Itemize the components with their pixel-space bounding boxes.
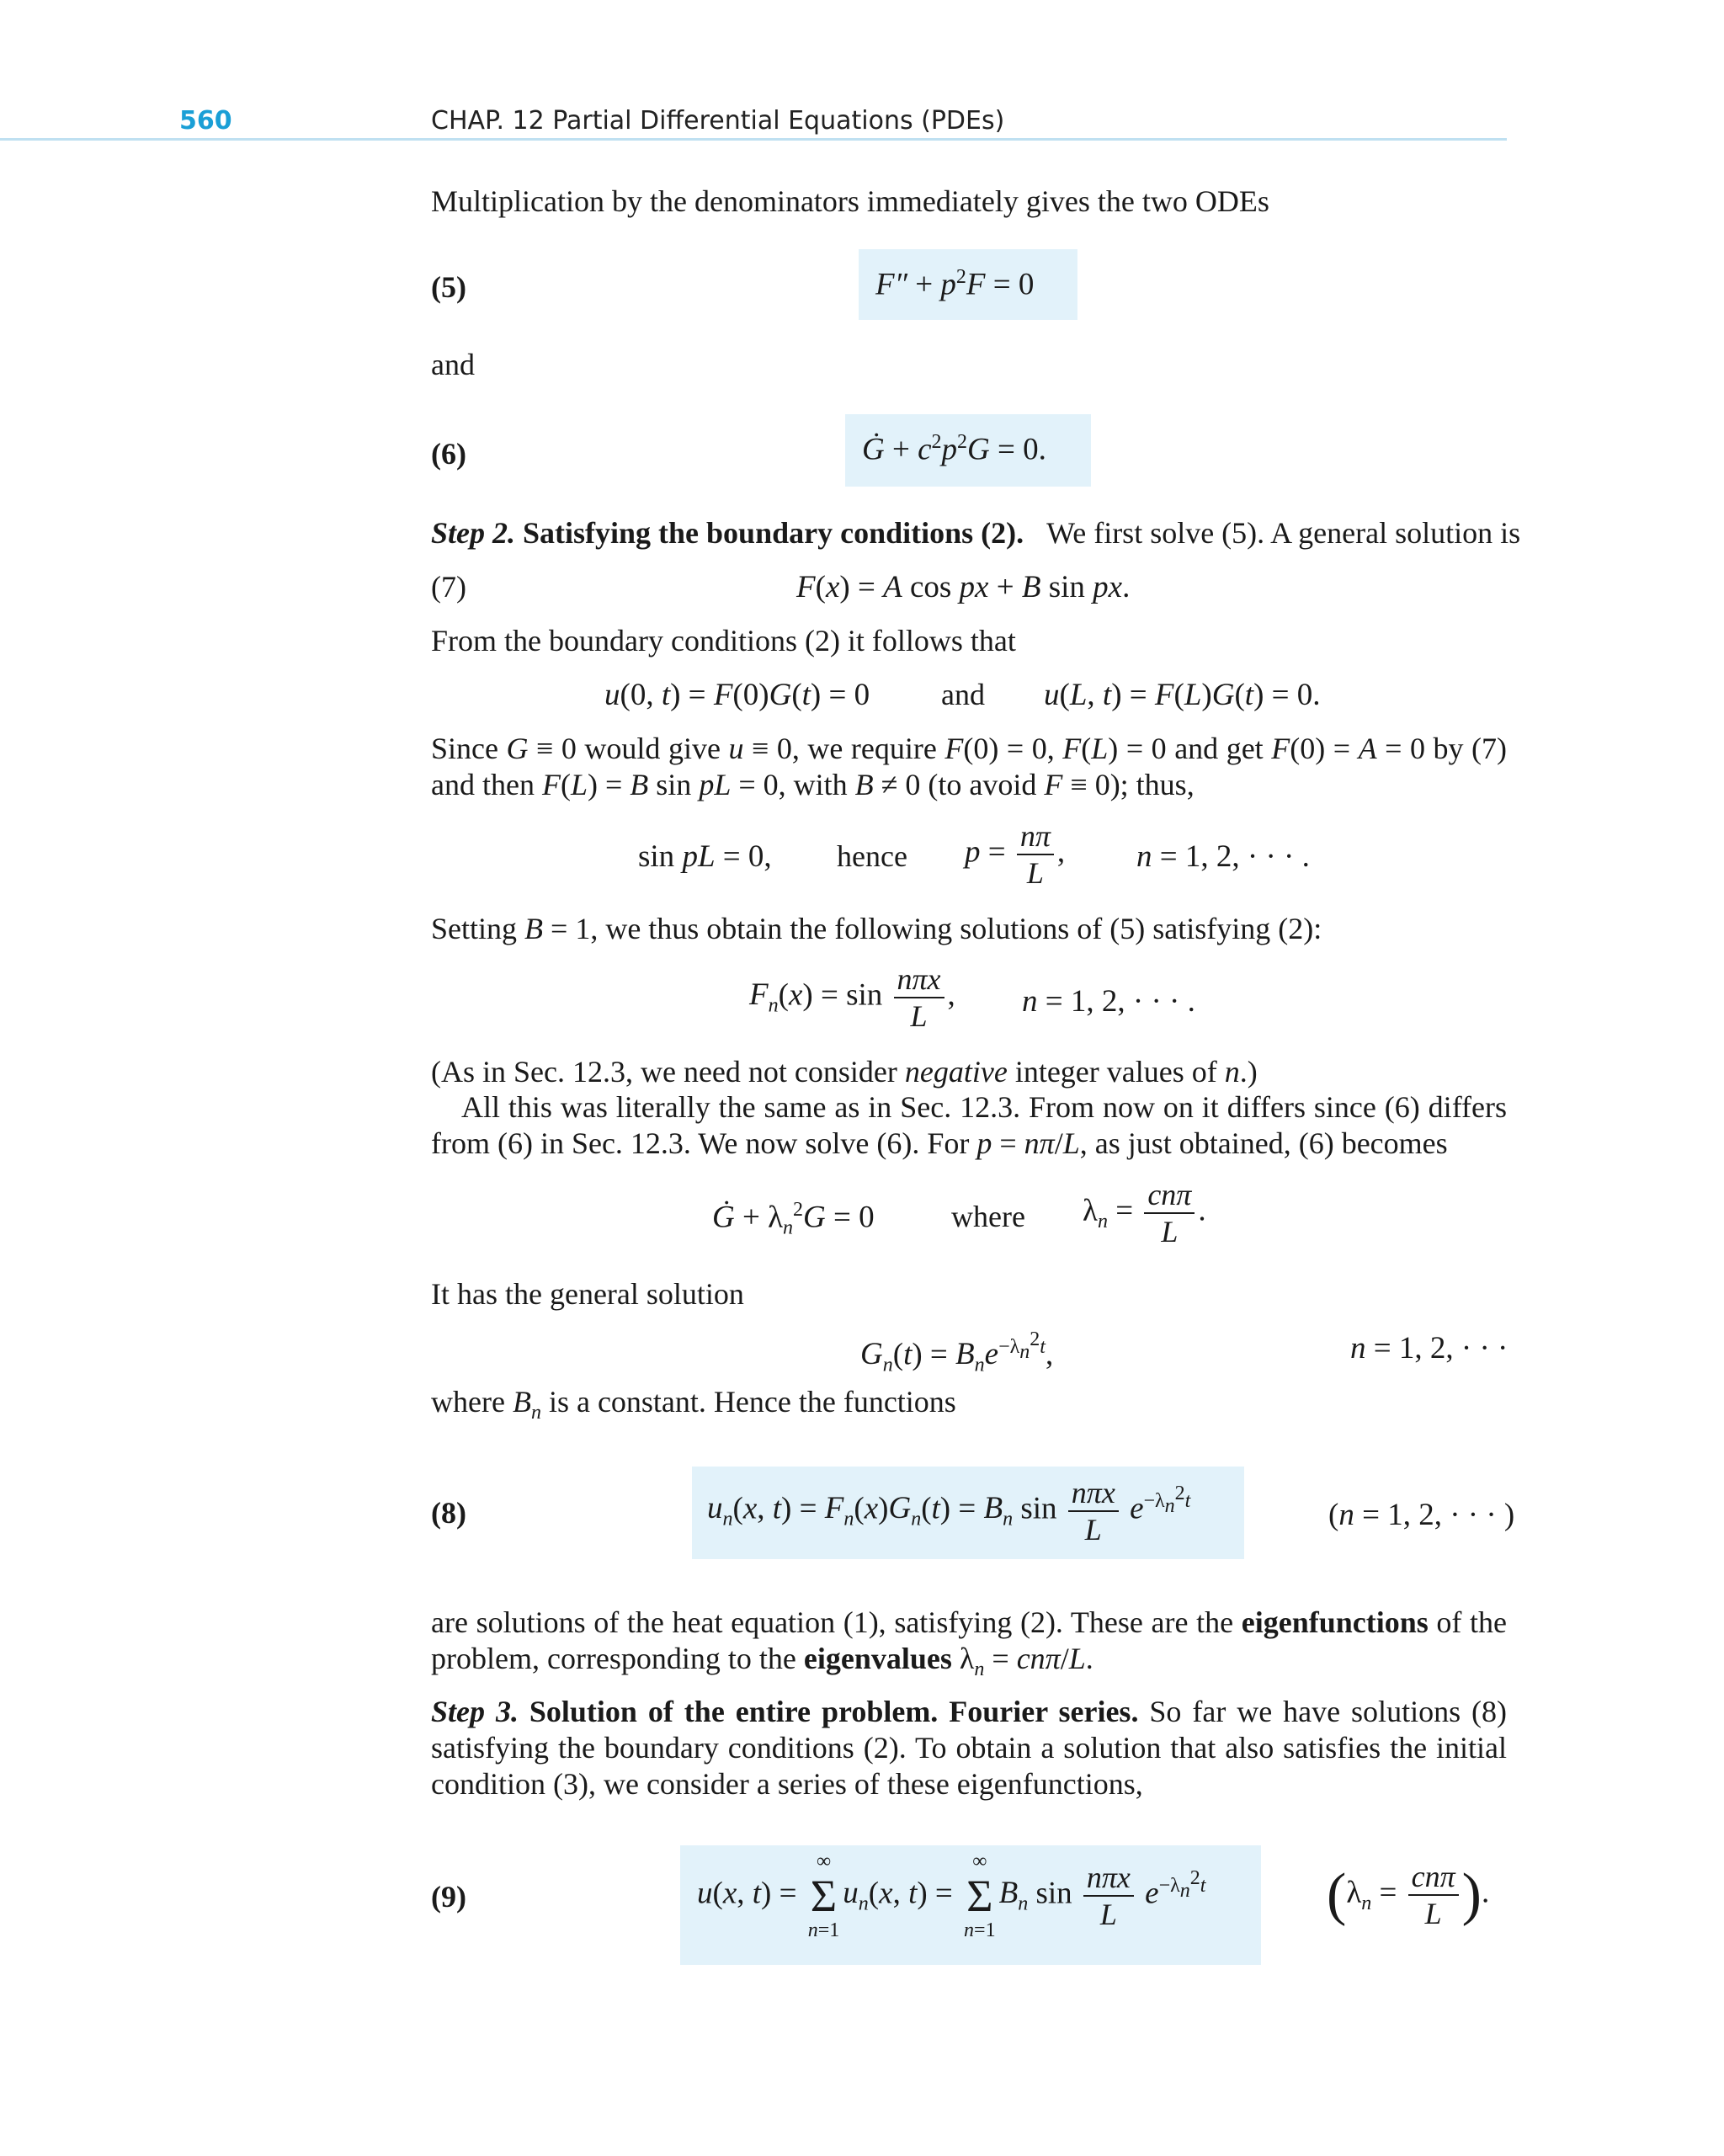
p-eq: p = $\frac{n\pi}{L}$ , [965,819,1066,890]
running-header: CHAP. 12 Partial Differential Equations (PDEs) [431,106,1005,136]
boundary-and: and [941,678,985,711]
paragraph-intro: Multiplication by the denominators immediately gives the two ODEs [431,184,1269,218]
step2-heading [431,515,1520,551]
step2-text: We first solve (5). A general solution is [1046,516,1521,550]
equation-6: Ġ + $c^2p^2G = 0$. [862,431,1046,467]
header-rule [0,138,1507,141]
gdot-eq: Ġ + $\lambda_n^2G = 0$ [712,1199,875,1239]
equation-number-8: (8) [431,1496,466,1530]
n-range-3: n = 1, 2, · · · [1350,1331,1508,1365]
equation-7: F(x) = A cos px + B sin px. [796,570,1131,604]
equation-number-9: (9) [431,1880,466,1914]
text-where: where [951,1200,1025,1233]
paragraph-negative: (As in Sec. 12.3, we need not consider negative integer values of n.) [431,1055,1258,1089]
equation-9-lambda: ($\lambda_n$ = $\frac{\text{cnπ}}{L}$ ). [1327,1860,1490,1930]
n-range-2: n = 1, 2, · · · . [1022,984,1195,1019]
paragraph-eigen: are solutions of the heat equation (1), satisfying (2). These are the eigenfunctions of the problem, corresponding to the eigenvalues $\lambda_n = cn\pi/L$. [431,1605,1507,1681]
step3-text: So far we have solutions (8) satisfying the boundary conditions (2). To obtain a solution that also satisfies the initial condition (3), we consider a series of these eigenfunctions, [431,1695,1507,1801]
page-number: 560 [179,106,232,136]
paragraph-general: It has the general solution [431,1277,744,1311]
step2-label: Step 2. [431,516,516,550]
n-range-1: n = 1, 2, · · · . [1136,839,1310,874]
equation-9: u(x, t) = ∞ Σ n=1 $u_n(x$, t) = ∞ Σ n=1 $B_n$ sin $\frac{\text{nπx}}{L}$ $e^{-\lambda_n^2t}$ [697,1850,1206,1941]
boundary-eq-left: u(0, t) = F(0)G(t) = 0 [604,678,870,712]
boundary-eq-right: u(L, t) = F(L)G(t) = 0. [1044,678,1321,712]
step3-title: Solution of the entire problem. Fourier series. [529,1695,1139,1728]
equation-number-5: (5) [431,270,466,304]
equation-number-6: (6) [431,437,466,471]
paragraph-since: Since G ≡ 0 would give u ≡ 0, we require F(0) = 0, F(L) = 0 and get F(0) = A = 0 by (7) and then F(L) = B sin pL = 0, with B ≠ 0 (to avoid F ≡ 0); thus, [431,732,1508,801]
text-hence: hence [837,839,907,873]
paragraph-constant: where $B_n$ is a constant. Hence the functions [431,1385,956,1424]
equation-number-7: (7) [431,570,466,604]
text-and: and [431,348,475,381]
step3-label: Step 3. [431,1695,519,1728]
step2-title: Satisfying the boundary conditions (2). [523,516,1024,550]
step3-paragraph [431,1694,1507,1802]
paragraph-alltthis: All this was literally the same as in Sec. 12.3. From now on it differs since (6) differs from (6) in Sec. 12.3. We now solve (6). For p = nπ/L, as just obtained, (6) becomes [431,1090,1507,1160]
sinpl-eq: sin pL = 0, [638,839,772,874]
paragraph-setting: Setting B = 1, we thus obtain the following solutions of (5) satisfying (2): [431,912,1322,945]
n-range-4: (n = 1, 2, · · · ) [1328,1498,1515,1532]
paragraph-from: From the boundary conditions (2) it follows that [431,624,1016,657]
equation-8: $u_n(x$, $t) = F_n(x)G_n(t) = B_n$ sin $\frac{\text{nπx}}{L}$ $e^{-\lambda_n^2t}$ [707,1476,1191,1546]
fn-eq: $F_n(x) = \sin$ $\frac{\text{nπx}}{L}$ , [749,962,955,1033]
equation-5: $F'' + p^2F = 0$ [875,266,1035,302]
gn-eq: $G_n(t) = B_ne^{-\lambda_n^2t}$, [860,1328,1054,1376]
lambda-eq: $\lambda_n$ = $\frac{\text{cnπ}}{L}$ . [1083,1178,1206,1248]
